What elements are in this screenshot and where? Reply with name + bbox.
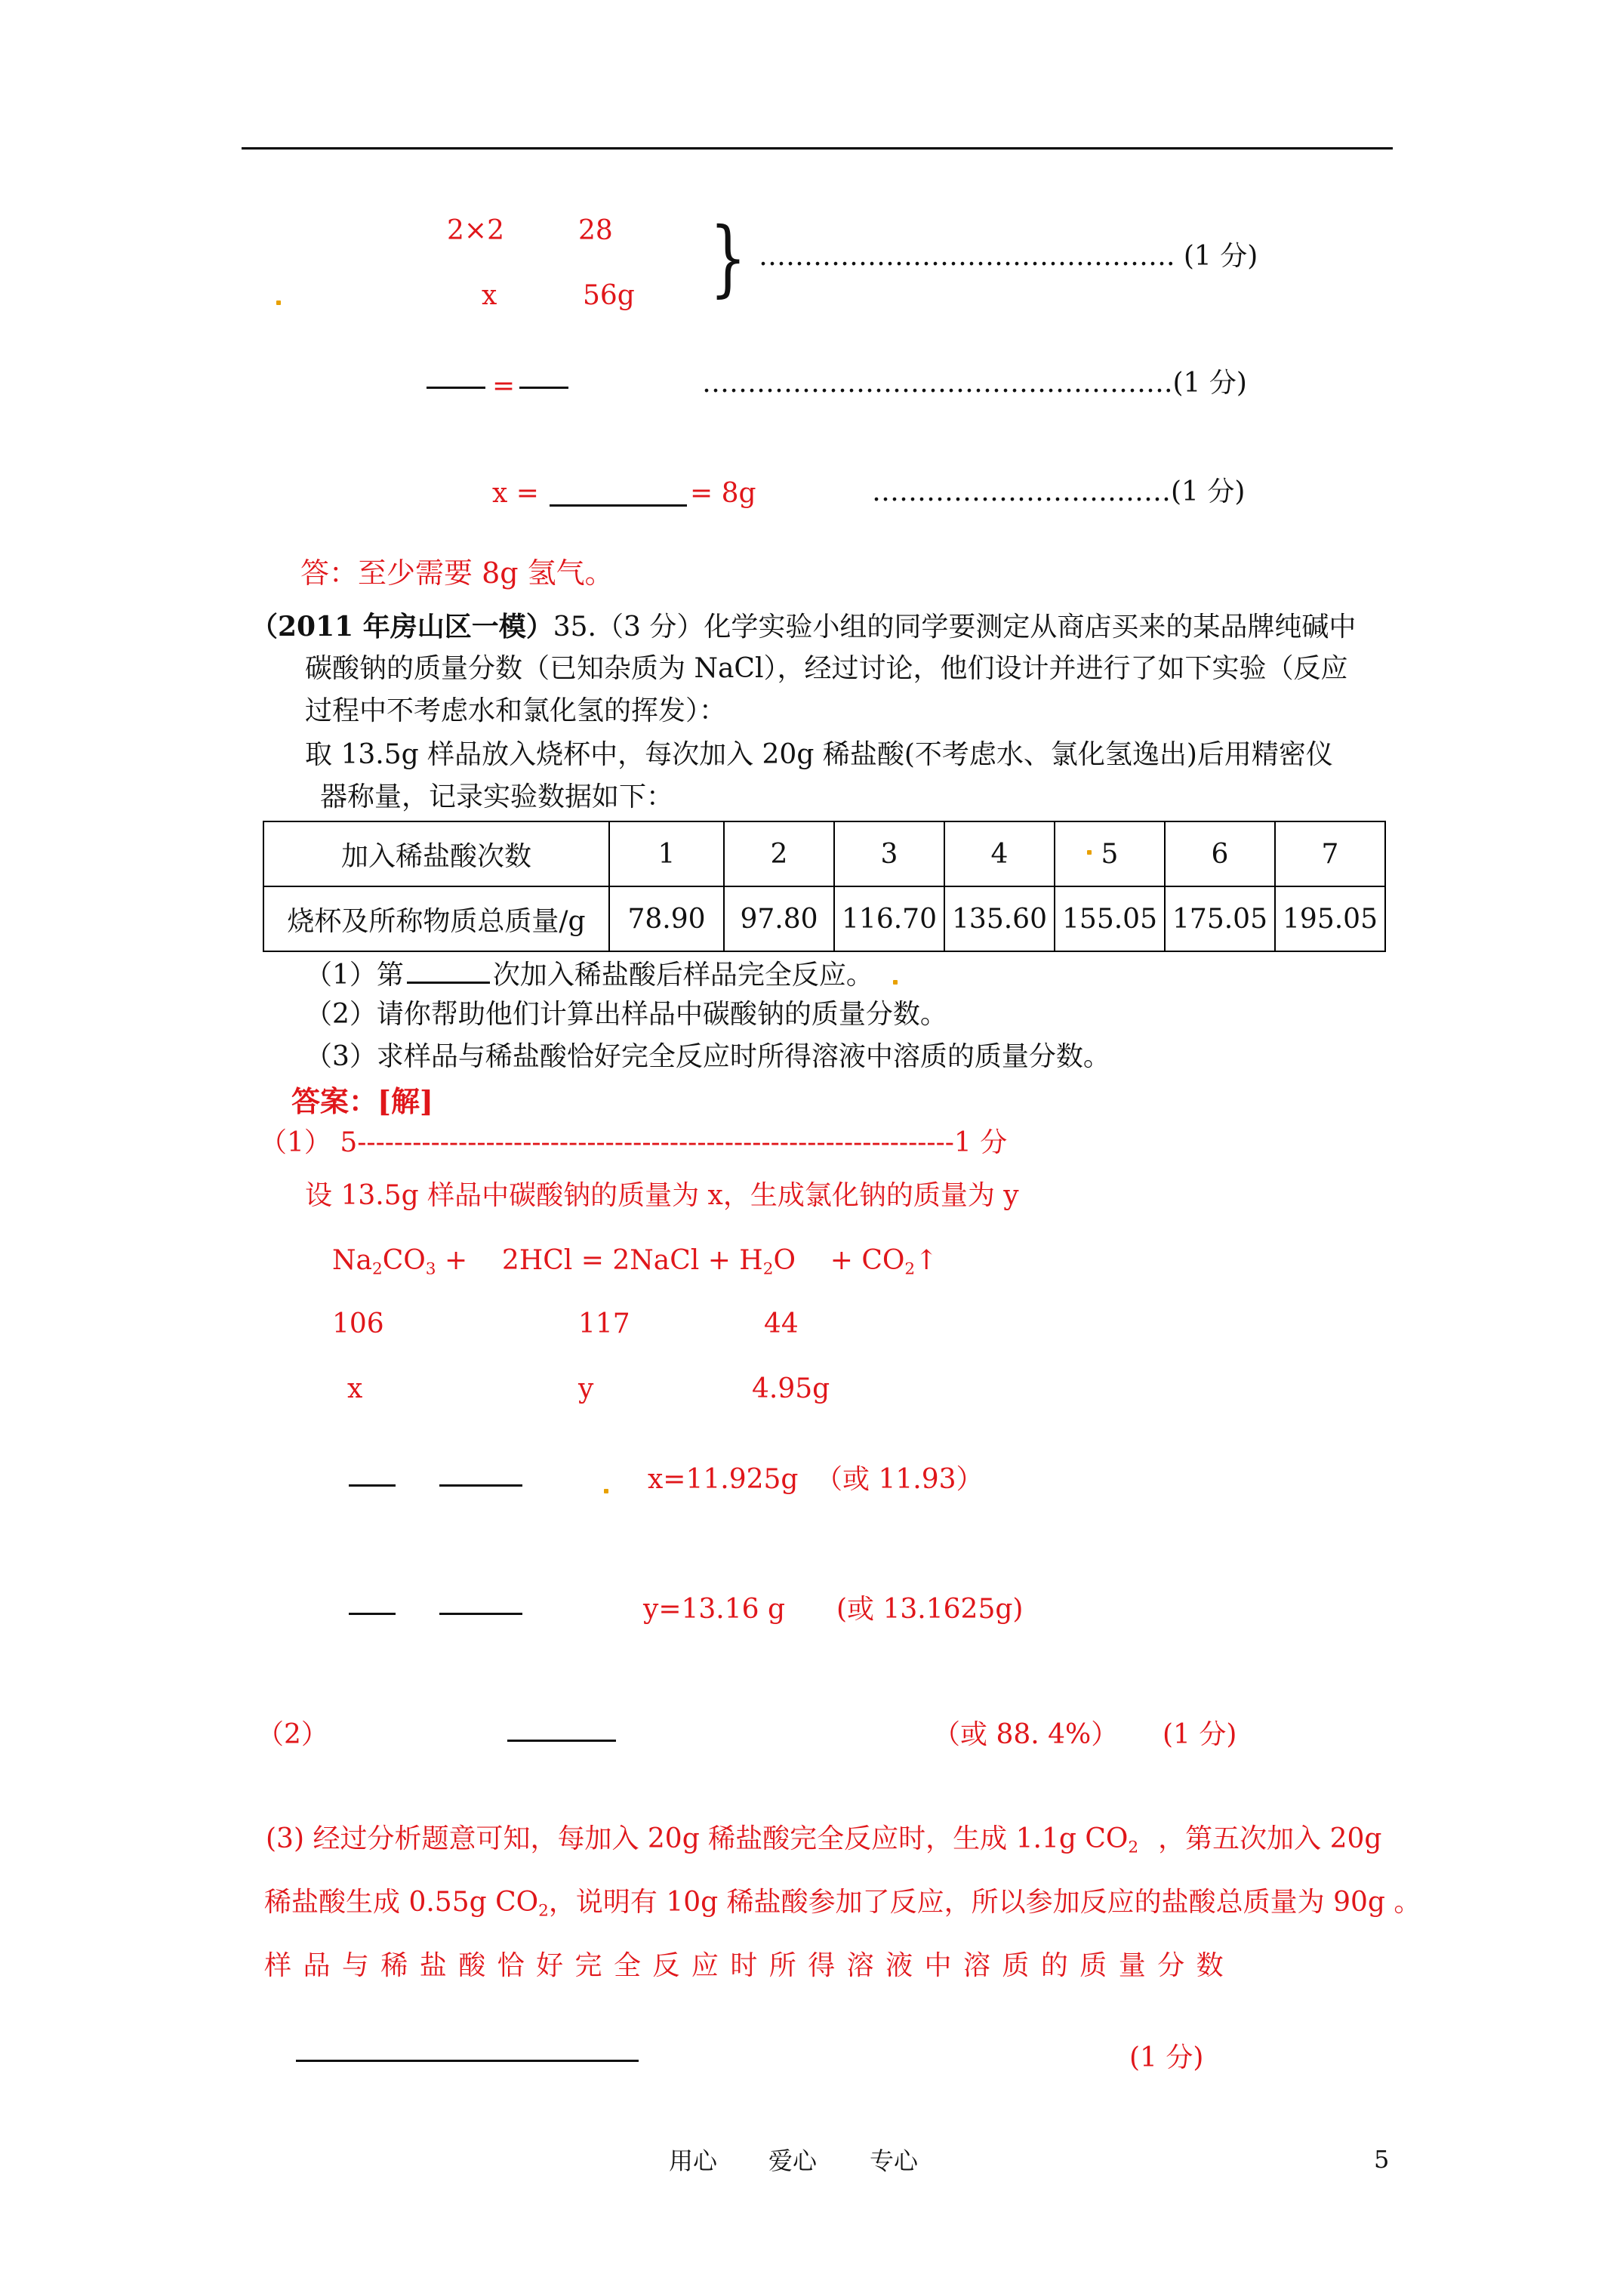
page-number: 5 — [1374, 2145, 1390, 2174]
solution-y-alt: (或 13.1625g) — [836, 1594, 1024, 1625]
eq-sub: 2 — [1128, 1838, 1139, 1857]
var-1: x — [347, 1373, 363, 1404]
right-brace: } — [710, 209, 747, 306]
data-table — [263, 821, 1386, 952]
chemical-equation — [332, 1245, 938, 1279]
calc-eq1: = — [492, 371, 516, 402]
eq-co: CO — [382, 1245, 426, 1276]
calc-r2b: 56g — [583, 280, 635, 311]
solution-x: x=11.925g — [648, 1464, 799, 1495]
marker-dot — [1087, 850, 1092, 855]
question-line1 — [251, 613, 1356, 641]
calc-eq2b: = 8g — [690, 478, 756, 509]
table-cell: 97.80 — [724, 886, 834, 951]
fraction-bar — [439, 1484, 522, 1487]
eq-o: O + CO — [773, 1245, 905, 1276]
question-title: 35.（3 分）化学实验小组的同学要测定从商店买来的某品牌纯碱中 — [553, 612, 1357, 643]
subquestion-1-suffix: 次加入稀盐酸后样品完全反应。 — [492, 960, 873, 991]
fraction-bar — [507, 1740, 616, 1742]
table-cell: 175.05 — [1165, 886, 1275, 951]
part2-label: （2） — [257, 1719, 328, 1750]
calc-r1b: 28 — [578, 215, 613, 246]
answer-1: （1） 5-----------------------------------------------------------------1 分 — [260, 1127, 1008, 1158]
marker-dot — [276, 300, 281, 305]
table-cell: 195.05 — [1275, 886, 1385, 951]
subquestion-1-prefix: （1）第 — [305, 960, 404, 991]
part3-line3: 样 品 与 稀 盐 酸 恰 好 完 全 反 应 时 所 得 溶 液 中 溶 质 的 质 量 分 数 — [264, 1950, 1225, 1981]
table-cell: 6 — [1165, 821, 1275, 886]
header-rule — [242, 147, 1393, 149]
var-3: 4.95g — [752, 1373, 830, 1404]
table-cell: 7 — [1275, 821, 1385, 886]
part3-line1-text: (3) 经过分析题意可知，每加入 20g 稀盐酸完全反应时，生成 1.1g CO — [266, 1823, 1129, 1854]
table-cell: 5 — [1055, 821, 1165, 886]
part3-line1 — [266, 1823, 1382, 1857]
table-cell: 4 — [944, 821, 1055, 886]
eq-sub: 2 — [904, 1259, 916, 1279]
table-cell: 3 — [834, 821, 944, 886]
eq-sub: 2 — [538, 1901, 549, 1921]
footer-text-2: 爱心 — [768, 2147, 818, 2175]
eq-sub: 2 — [762, 1259, 774, 1279]
calc-eq2a: x = — [492, 478, 539, 509]
part3-line2 — [264, 1887, 1421, 1921]
answer-head: 答案：[解] — [291, 1084, 433, 1118]
table-row — [263, 821, 1385, 886]
part2-score: (1 分) — [1163, 1719, 1237, 1750]
part3-score: (1 分) — [1129, 2042, 1204, 2073]
table-cell: 2 — [724, 821, 834, 886]
score-2: …………………………………………….(1 分) — [702, 368, 1247, 399]
eq-mid: + 2HCl = 2NaCl + H — [436, 1245, 763, 1276]
score-1: ………………………………………. (1 分) — [759, 241, 1258, 272]
solution-x-alt: （或 11.93） — [815, 1464, 984, 1495]
calc-r2a: x — [482, 280, 497, 311]
eq-sub: 2 — [371, 1259, 383, 1279]
table-cell: 116.70 — [834, 886, 944, 951]
molar-mass-3: 44 — [764, 1308, 799, 1339]
subquestion-3: （3）求样品与稀盐酸恰好完全反应时所得溶液中溶质的质量分数。 — [305, 1041, 1110, 1072]
subquestion-2: （2）请你帮助他们计算出样品中碳酸钠的质量分数。 — [305, 999, 947, 1030]
calc-r1a: 2×2 — [447, 215, 504, 246]
marker-dot — [604, 1489, 608, 1493]
part3-line2-text: 稀盐酸生成 0.55g CO — [264, 1887, 539, 1918]
table-header-cell: 加入稀盐酸次数 — [263, 821, 609, 886]
subquestion-1 — [305, 959, 873, 989]
fraction-bar — [296, 2060, 639, 2062]
footer-text-1: 用心 — [669, 2147, 718, 2175]
question-source: （2011 年房山区一模） — [251, 611, 553, 643]
fraction-bar — [349, 1484, 396, 1487]
fraction-bar-x — [550, 504, 687, 507]
fraction-bar — [349, 1613, 396, 1615]
marker-dot — [893, 980, 898, 985]
table-row — [263, 886, 1385, 951]
question-line4: 取 13.5g 样品放入烧杯中，每次加入 20g 稀盐酸(不考虑水、氯化氢逸出)后用精密仪 — [305, 739, 1333, 770]
fraction-bar — [439, 1613, 522, 1615]
question-line5: 器称量，记录实验数据如下： — [320, 781, 674, 812]
table-header-cell: 烧杯及所称物质总质量/g — [263, 886, 609, 951]
fraction-bar-right — [519, 387, 568, 389]
answer-h2: 答：至少需要 8g 氢气。 — [300, 556, 614, 590]
eq-arrow: ↑ — [915, 1245, 938, 1276]
var-2: y — [578, 1373, 594, 1404]
table-cell: 78.90 — [609, 886, 724, 951]
table-cell: 135.60 — [944, 886, 1055, 951]
table-cell: 155.05 — [1055, 886, 1165, 951]
table-cell: 1 — [609, 821, 724, 886]
fill-blank — [407, 959, 490, 984]
eq-na: Na — [332, 1245, 372, 1276]
part3-line2-tail: ，说明有 10g 稀盐酸参加了反应，所以参加反应的盐酸总质量为 90g 。 — [548, 1887, 1421, 1918]
fraction-bar-left — [427, 387, 485, 389]
eq-sub: 3 — [425, 1259, 436, 1279]
footer-text-3: 专心 — [870, 2147, 919, 2175]
part2-alt: （或 88. 4%） — [933, 1719, 1119, 1750]
question-line2: 碳酸钠的质量分数（已知杂质为 NaCl），经过讨论，他们设计并进行了如下实验（反应 — [305, 653, 1348, 684]
molar-mass-2: 117 — [578, 1308, 630, 1339]
question-line3: 过程中不考虑水和氯化氢的挥发）： — [305, 695, 727, 726]
molar-mass-1: 106 — [332, 1308, 384, 1339]
part3-line1-tail: ，第五次加入 20g — [1158, 1823, 1382, 1854]
answer-let: 设 13.5g 样品中碳酸钠的质量为 x，生成氯化钠的质量为 y — [305, 1180, 1019, 1211]
score-3: ……………………………(1 分) — [872, 476, 1246, 507]
solution-y: y=13.16 g — [643, 1594, 786, 1625]
